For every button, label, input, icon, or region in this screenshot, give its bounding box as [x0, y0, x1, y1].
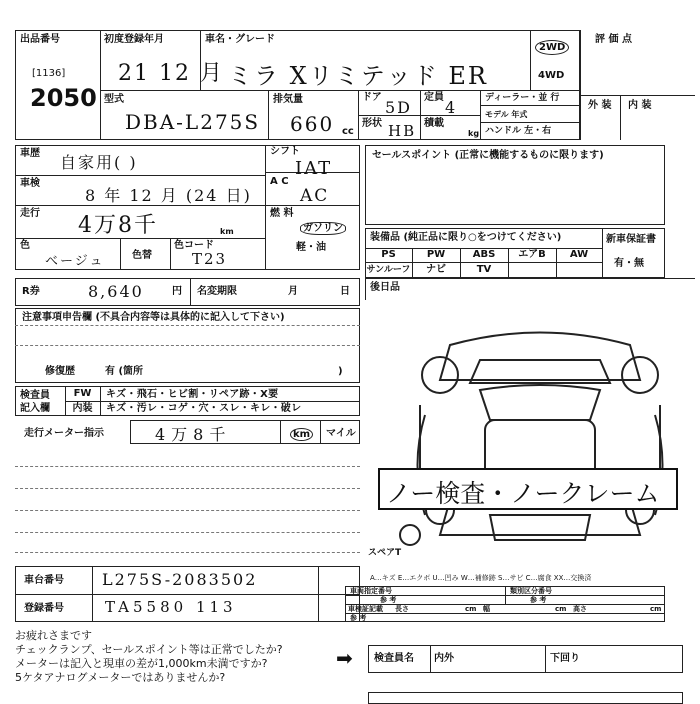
meter-label: 走行メーター指示 — [24, 428, 104, 439]
inspector-label-1: 検査員 — [20, 390, 50, 401]
recycle-label: R券 — [22, 286, 40, 297]
capacity-label: 定員 — [424, 92, 444, 103]
damage-legend: A…キズ E…エクボ U…凹み W…補修跡 S…サビ C…腐食 XX…交換済 — [370, 574, 592, 582]
model-year-label: モデル 年式 — [485, 110, 528, 119]
fuel-gas: ガソリン — [300, 222, 346, 235]
fuel-other: 軽・油 — [296, 242, 326, 253]
equip-navi: ナビ — [426, 264, 446, 275]
handle-label: ハンドル 左・右 — [485, 126, 552, 136]
equip-tv: TV — [476, 264, 492, 275]
history-label: 車歴 — [20, 148, 40, 159]
body-value: HB — [388, 122, 417, 140]
new-car-value: 有・無 — [614, 258, 644, 269]
later-frame — [365, 278, 695, 300]
color-code-value: T23 — [192, 250, 228, 268]
color-value: ベージュ — [45, 254, 105, 269]
inspector-name-label: 検査員名 — [374, 653, 414, 664]
lower-label: 下回り — [550, 653, 580, 664]
sales-title: セールスポイント (正常に機能するものに限ります) — [372, 150, 604, 161]
inspector-fw-text: キズ・飛石・ヒビ割・リペア跡・X要 — [106, 389, 279, 400]
lot-number: 2050 — [30, 84, 97, 112]
cc-value: 660 — [290, 112, 335, 136]
fuel-label: 燃 料 — [270, 208, 294, 219]
cert-ref-2: 参 考 — [530, 596, 547, 604]
cert-width-unit: cm — [555, 605, 567, 613]
repair-label: 修復歴 — [45, 366, 75, 377]
door-value: 5D — [385, 98, 413, 117]
inspector-fw: FW — [73, 388, 92, 399]
equipment-title: 装備品 (純正品に限り○をつけてください) — [370, 232, 562, 243]
inspector-inner: 内装 — [72, 403, 93, 414]
cert-vehicle: 車検証記載 — [348, 605, 383, 613]
mileage-label: 走行 — [20, 208, 40, 219]
later-label: 後日品 — [370, 282, 400, 293]
cert-length: 長さ — [395, 605, 409, 613]
dealer-label: ディーラー・並 行 — [485, 93, 560, 103]
repair-value: 有 (箇所 — [105, 366, 144, 377]
cert-class: 類別区分番号 — [510, 587, 552, 595]
exterior-label: 外 装 — [588, 100, 612, 111]
meter-km: km — [290, 428, 313, 441]
capacity-value: 4 — [445, 98, 458, 117]
inspector-name-frame — [368, 645, 683, 673]
inspection-label: 車検 — [20, 178, 40, 189]
chassis-label: 車台番号 — [24, 575, 64, 586]
inspector-label-2: 記入欄 — [20, 403, 50, 414]
lot-label: 出品番号 — [20, 34, 60, 45]
recycle-value: 8,640 — [88, 282, 144, 301]
cert-height: 高さ — [573, 605, 587, 613]
load-unit: kg — [468, 129, 480, 138]
shift-label: シフト — [270, 146, 300, 157]
inspector-inner-text: キズ・汚レ・コゲ・穴・スレ・キレ・破レ — [106, 403, 302, 414]
cert-ref-3: 参 考 — [350, 614, 367, 622]
ac-label: A C — [270, 176, 289, 187]
cert-width: 幅 — [483, 605, 490, 613]
cc-label: 排気量 — [273, 94, 303, 105]
type-label: 型式 — [104, 94, 124, 105]
arrow-icon: ➡ — [336, 646, 353, 670]
repair-close: ) — [338, 366, 343, 377]
footer-line-4: 5ケタアナログメーターではありませんか? — [15, 671, 226, 684]
reg-label: 登録番号 — [24, 603, 64, 614]
first-reg-label: 初度登録年月 — [104, 34, 164, 45]
mileage-value: 4万8千 — [78, 213, 158, 238]
cert-designation: 車両指定番号 — [350, 587, 392, 595]
footer-line-3: メーターは記入と現車の差が1,000km未満ですか? — [15, 657, 268, 670]
inspection-value: 8 年 12 月 (24 日) — [85, 186, 252, 205]
equip-airbag: エアB — [518, 249, 546, 260]
expiry-month: 月 — [288, 286, 298, 297]
equip-sunroof: サンルーフ — [366, 265, 411, 275]
color-label: 色 — [20, 240, 30, 251]
notes-title: 注意事項申告欄 (不具合内容等は具体的に記入して下さい) — [22, 312, 285, 323]
km-unit: km — [220, 227, 234, 236]
body-label: 形状 — [362, 118, 382, 129]
type-value: DBA-L275S — [125, 110, 261, 134]
equip-ps: PS — [381, 249, 396, 260]
bottom-frame — [368, 692, 683, 704]
load-label: 積載 — [424, 118, 444, 129]
stamp-text: ノー検査・ノークレーム — [386, 479, 660, 508]
cert-ref-1: 参 考 — [380, 596, 397, 604]
score-label: 評 価 点 — [595, 34, 632, 45]
cert-length-unit: cm — [465, 605, 477, 613]
ac-value: AC — [300, 186, 330, 206]
outside-label: 内外 — [434, 653, 454, 664]
recycle-unit: 円 — [172, 286, 182, 297]
door-label: ドア — [362, 92, 382, 103]
drive-2wd: 2WD — [535, 40, 569, 55]
cert-height-unit: cm — [650, 605, 662, 613]
equip-pw: PW — [426, 249, 446, 260]
new-car-label: 新車保証書 — [606, 234, 656, 245]
model-label: 車名・グレード — [205, 34, 275, 45]
reg-value: TA5580 113 — [105, 598, 237, 616]
meter-value: 4万8千 — [155, 425, 232, 444]
shift-value: IAT — [295, 158, 333, 179]
model-value: ミラ Xリミテッド ER — [228, 62, 488, 90]
equip-aw: AW — [569, 249, 589, 260]
chassis-value: L275S-2083502 — [102, 570, 258, 589]
recycle-frame — [15, 278, 360, 306]
interior-label: 内 装 — [628, 100, 652, 111]
expiry-day: 日 — [340, 286, 350, 297]
spare-label: スペアT — [368, 548, 402, 558]
expiry-label: 名変期限 — [197, 286, 237, 297]
cc-unit: cc — [342, 126, 354, 137]
car-diagram — [390, 305, 690, 570]
history-value: 自家用( ) — [60, 153, 138, 172]
drive-4wd: 4WD — [538, 70, 565, 81]
footer-line-1: お疲れさまです — [15, 629, 92, 642]
footer-line-2: チェックランプ、セールスポイント等は正常でしたか? — [15, 643, 283, 656]
color-change-label: 色替 — [132, 250, 152, 261]
lot-code: [1136] — [32, 68, 66, 79]
equip-abs: ABS — [472, 249, 496, 260]
first-reg-value: 21 12 月 — [118, 61, 224, 86]
meter-mile: マイル — [326, 428, 356, 439]
color-code-label: 色コード — [174, 240, 214, 251]
